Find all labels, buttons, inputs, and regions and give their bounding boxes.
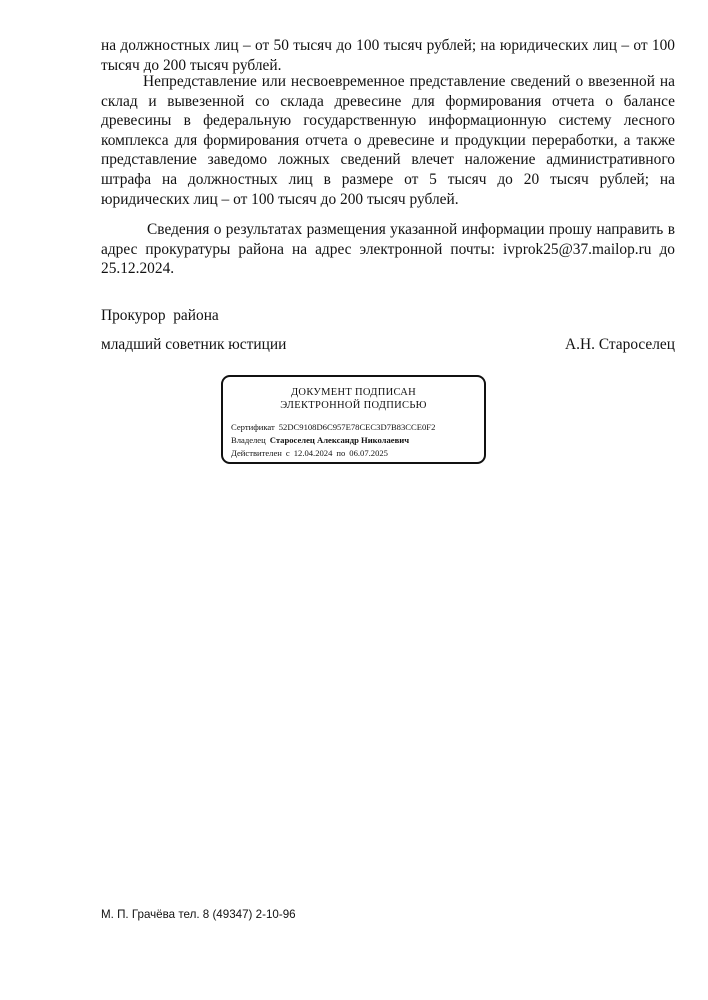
stamp-owner-label: Владелец xyxy=(231,435,266,445)
footer-contact: М. П. Грачёва тел. 8 (49347) 2-10-96 xyxy=(101,908,296,921)
stamp-certificate-value: 52DC9108D6C957E78CEC3D7B83CCE0F2 xyxy=(278,422,436,432)
paragraph-fines-continuation: на должностных лиц – от 50 тысяч до 100 тысяч рублей; на юридических лиц – от 100 тысяч до 200 тысяч рублей. xyxy=(101,37,675,74)
stamp-valid-from-label: с xyxy=(285,448,290,458)
stamp-owner-line xyxy=(231,435,409,445)
stamp-valid-from: 12.04.2024 xyxy=(293,448,333,458)
stamp-heading-1: ДОКУМЕНТ ПОДПИСАН xyxy=(290,387,417,398)
stamp-owner-value: Староселец Александр Николаевич xyxy=(269,435,410,445)
stamp-valid-to: 06.07.2025 xyxy=(349,448,388,458)
stamp-certificate-line xyxy=(231,422,435,432)
stamp-certificate-label: Сертификат xyxy=(231,422,275,432)
paragraph-request: Сведения о результатах размещения указанной информации прошу направить в адрес прокуратуры района на адрес электронной почты: ivprok25@37.mailop.ru до 25.12.2024. xyxy=(101,221,675,278)
paragraph-penalties: Непредставление или несвоевременное представление сведений о ввезенной на склад и вывезенной со склада древесине для формирования отчета о балансе древесины в федеральную государственную информационную систему лесного комплекса для формирования отчета о древесине и продукции переработки, а также представление заведомо ложных сведений влечет наложение административного штрафа на должностных лиц в размере от 5 тысяч до 20 тысяч рублей; на юридических лиц – от 100 тысяч до 200 тысяч рублей. xyxy=(101,73,675,208)
electronic-signature-stamp xyxy=(221,375,486,464)
signature-rank: младший советник юстиции xyxy=(101,336,287,353)
signature-name: А.Н. Староселец xyxy=(565,336,675,353)
signature-title: Прокурор района xyxy=(101,307,219,324)
stamp-validity-line xyxy=(231,448,388,458)
stamp-heading-2: ЭЛЕКТРОННОЙ ПОДПИСЬЮ xyxy=(280,400,427,411)
stamp-valid-label: Действителен xyxy=(231,448,282,458)
stamp-valid-to-label: по xyxy=(336,448,346,458)
